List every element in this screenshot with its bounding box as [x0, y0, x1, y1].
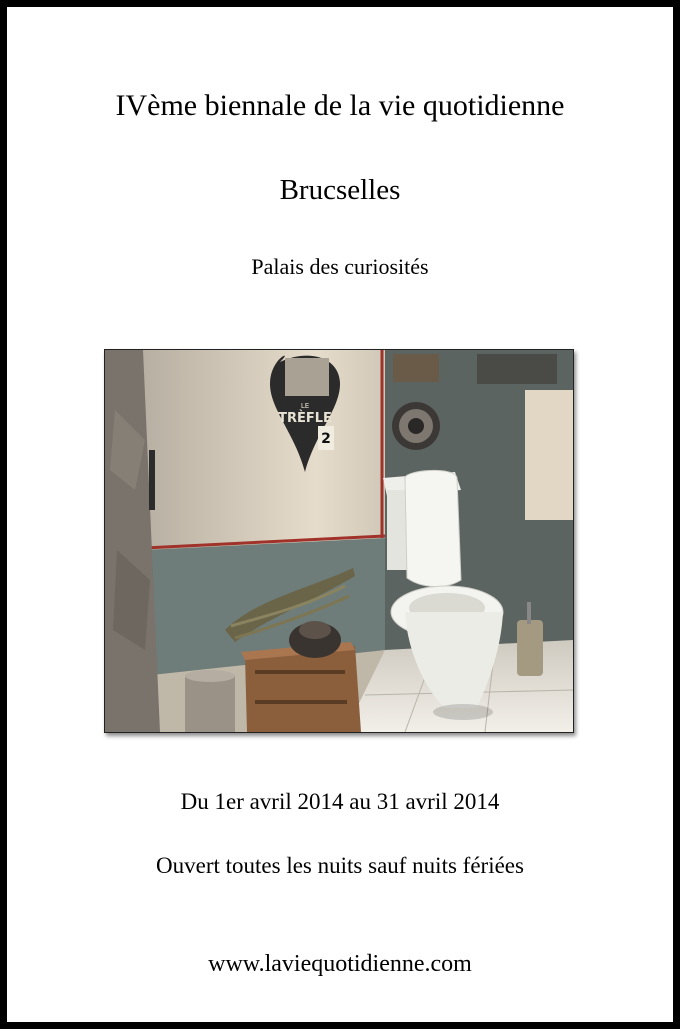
wooden-crate [241, 642, 361, 732]
bathroom-photo [104, 349, 574, 733]
venue-name: Palais des curiosités [251, 254, 429, 279]
sign-main-text: TRÈFLE [278, 411, 332, 426]
mold-on-wall [392, 402, 440, 450]
exhibition-dates: Du 1er avril 2014 au 31 avril 2014 [180, 789, 500, 814]
sign-number: 2 [321, 431, 331, 447]
exhibition-title: IVème biennale de la vie quotidienne [115, 89, 565, 122]
sign-small-text: LE [300, 402, 310, 410]
ceramic-vase [185, 670, 235, 732]
city-name: Brucselles [279, 174, 401, 206]
website-url: www.laviequotidienne.com [208, 951, 472, 977]
opening-hours: Ouvert toutes les nuits sauf nuits fériées [156, 853, 524, 878]
